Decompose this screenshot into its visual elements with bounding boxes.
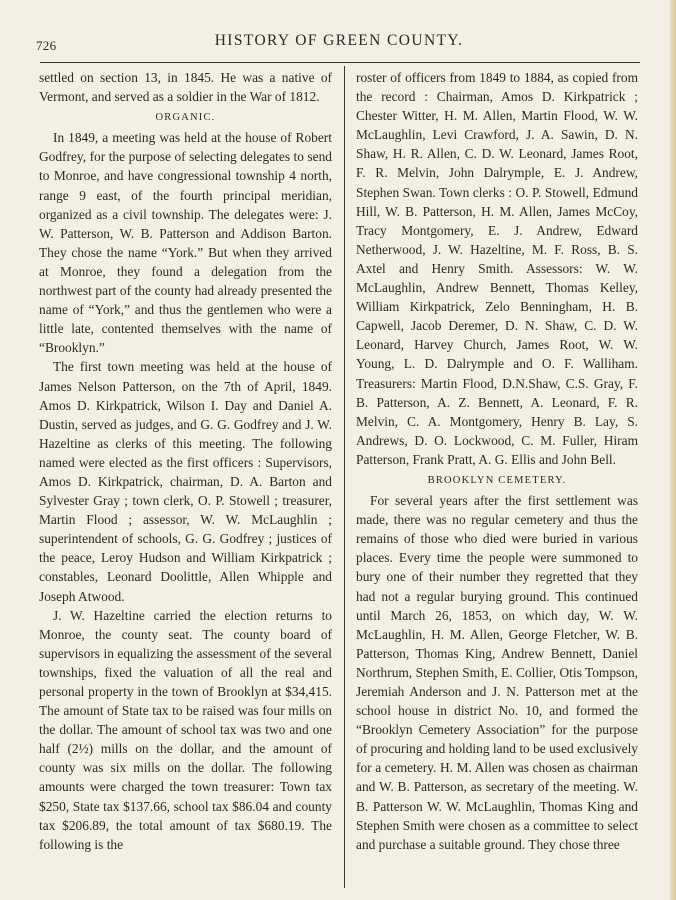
paragraph: roster of officers from 1849 to 1884, as copied from the record : Chairman, Amos D. Kirkpatrick ; Chester Witter, H. M. Allen, Martin Flood, W. W. McLaughlin, Levi Crawford, J. A. Sawin, D. N. Shaw, H. R. Allen, C. D. W. Leonard, James Root, F. R. Melvin, John Dalrymple, E. J. Andrew, Stephen Swan. Town clerks : O. P. Stowell, Edmund Hill, W. B. Patterson, H. M. Allen, James McCoy, Tracy Montgomery, E. J. Andrew, Edward Netherwood, J. W. Hazeltine, M. F. Ross, B. S. Axtel and Henry Smith. Assessors: W. W. McLaughlin, Andrew Bennett, Thomas Kelley, William Kirkpatrick, Zelo Benningham, H. B. Capwell, Jacob Deremer, D. N. Shaw, C. D. W. Leonard, Harvey Church, James Root, W. W. Young, L. D. Dalrymple and O. F. Walliham. Treasurers: Martin Flood, D.N.Shaw, C.S. Gray, F. B. Patterson, A. Z. Bennett, A. Leonard, F. R. Melvin, C. A. Montgomery, Henry B. Lay, S. Andrews, D. O. Lockwood, C. M. Fuller, Hiram Patterson, Frank Pratt, A. G. Ellis and John Bell. (356, 70, 638, 467)
paragraph: In 1849, a meeting was held at the house of Robert Godfrey, for the purpose of selecting delegates to send to Monroe, and have congressional township 4 north, range 9 east, of the fourth principal meridian, organized as a civil township. The delegates were: J. W. Patterson, W. B. Patterson and Addison Barton. They chose the name “York.” But when they arrived at Monroe, they found a delegation from the northwest part of the county had already presented the name of “York,” and thus the gentlemen who were a little late, contented themselves with the name of “Brooklyn.” (39, 130, 332, 356)
column-divider (344, 66, 345, 888)
paragraph: J. W. Hazeltine carried the election returns to Monroe, the county seat. The county board of supervisors in equalizing the assessment of the several townships, fixed the valuation of all the real and personal property in the town of Brooklyn at $34,415. The amount of State tax to be raised was four mills on the dollar. The amount of school tax was two and one half (2½) mills on the dollar, and the amount of county was six mills on the dollar. The following amounts were charged the town treasurer: Town tax $250, State tax $137.66, school tax $86.04 and county tax $206.89, the total amount of tax $680.19. The following is the (39, 607, 332, 852)
left-column (39, 68, 332, 854)
right-column (356, 68, 638, 854)
section-heading-brooklyn-cemetery: BROOKLYN CEMETERY. (427, 474, 567, 486)
page-header (36, 32, 642, 56)
page-number: 726 (36, 38, 57, 53)
paragraph: The first town meeting was held at the house of James Nelson Patterson, on the 7th of April, 1849. Amos D. Kirkpatrick, Wilson I. Day and Daniel A. Dustin, served as judges, and G. G. Godfrey and J. W. Hazeltine as clerks of this meeting. The following named were elected as the first officers : Supervisors, Amos D. Kirkpatrick, chairman, D. A. Barton and Sylvester Gray ; town clerk, O. P. Stowell ; treasurer, Martin Flood ; assessor, W. W. McLaughlin ; superintendent of schools, G. G. Godfrey ; justices of the peace, Leroy Hudson and William Kirkpatrick ; constables, Leonard Doolittle, Allen Whipple and Joseph Atwood. (39, 359, 332, 604)
page-edge (670, 0, 676, 900)
paragraph: For several years after the first settlement was made, there was no regular cemetery and thus the remains of those who died were buried in various places. Every time the people were summoned to bury one of their number they regretted that they had not a regular burying ground. This continued until March 26, 1853, on which day, W. W. McLaughlin, H. M. Allen, George Fletcher, W. B. Patterson, Thomas King, Andrew Bennett, Daniel Northrum, Stephen Smith, E. Collier, Otis Tompson, Jeremiah Anderson and J. N. Patterson met at the school house in district No. 10, and formed the “Brooklyn Cemetery Association” for the purpose of procuring and holding land to be used exclusively for a cemetery. H. M. Allen was chosen as chairman and W. B. Patterson, as secretary of the meeting. W. B. Patterson W. W. McLaughlin, Thomas King and Stephen Smith were chosen as a committee to select and purchase a suitable ground. They chose three (356, 493, 638, 852)
running-title: HISTORY OF GREEN COUNTY. (214, 32, 464, 49)
paragraph: settled on section 13, in 1845. He was a native of Vermont, and served as a soldier in the War of 1812. (39, 70, 332, 105)
section-heading-organic: ORGANIC. (155, 112, 216, 124)
header-rule (40, 62, 640, 63)
